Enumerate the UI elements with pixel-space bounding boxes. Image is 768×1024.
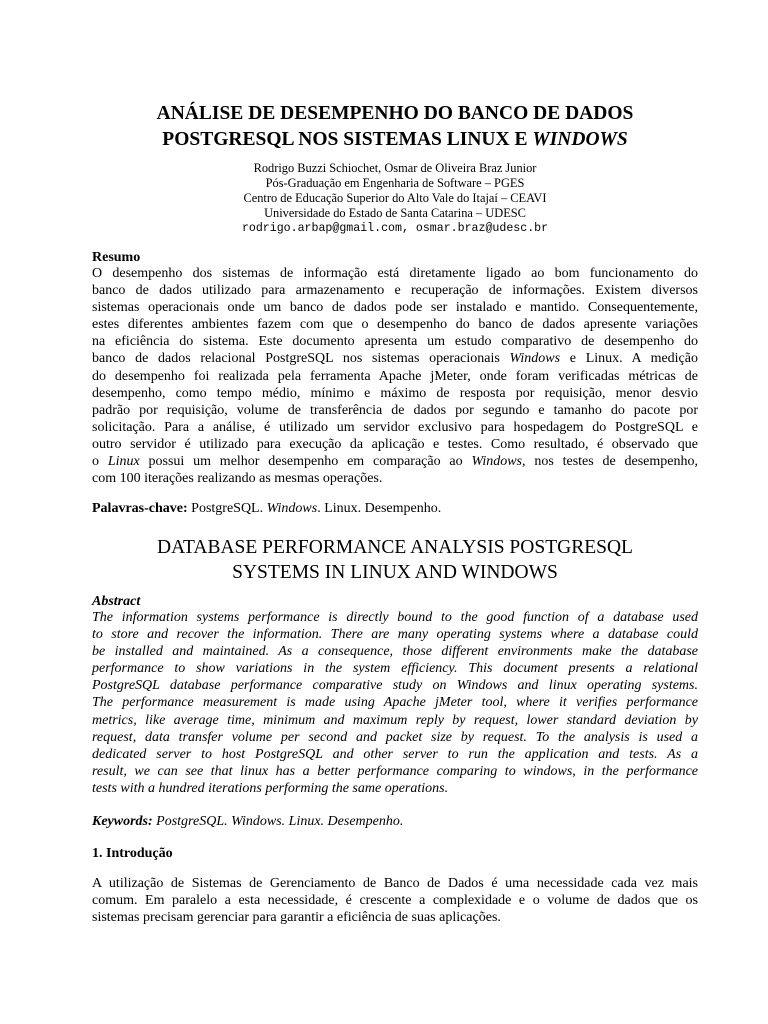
abstract-line: request, data transfer volume per second and packet size by request. To the analysis is used a (92, 729, 698, 745)
abstract-line: metrics, like average time, minimum and maximum reply by request, lower standard deviation by (92, 712, 698, 728)
resumo-line: na eficiência do sistema. Este documento apresenta um estudo comparativo de desempenho do (92, 334, 698, 350)
abstract-line: The performance measurement is made using Apache jMeter tool, where it verifies performance (92, 695, 698, 711)
resumo-line: o Linux possui um melhor desempenho em comparação ao Windows, nos testes de desempenho, (92, 454, 699, 470)
abstract-line: be installed and maintained. As a consequence, those different environments make the database (92, 644, 698, 660)
intro-line: sistemas precisam gerenciar para garantir a eficiência de suas aplicações. (92, 910, 501, 926)
abstract-line: tests with a hundred iterations performing the same operations. (92, 780, 449, 796)
resumo-line: sistemas operacionais onde um banco de dados pode ser instalado e mantido. Consequentemente, (92, 300, 698, 316)
author-block (92, 161, 698, 236)
author-university: Universidade do Estado de Santa Catarina – UDESC (264, 206, 526, 220)
author-emails: rodrigo.arbap@gmail.com, osmar.braz@udesc.br (241, 222, 549, 235)
abstract-heading: Abstract (92, 594, 141, 609)
abstract-line: to store and recover the information. There are many operating systems where a database could (92, 627, 698, 643)
english-title-line-1: DATABASE PERFORMANCE ANALYSIS POSTGRESQL (157, 537, 633, 558)
abstract-line: PostgreSQL database performance comparative study on Windows and linux operating systems. (92, 678, 698, 694)
resumo-line: banco de dados relacional PostgreSQL nos sistemas operacionais Windows e Linux. A medição (92, 351, 698, 367)
author-center: Centro de Educação Superior do Alto Vale do Itajaí – CEAVI (243, 191, 547, 205)
author-program: Pós-Graduação em Engenharia de Software – PGES (265, 176, 525, 190)
resumo-line: padrão por requisição, volume de transferência de dados por segundo e tamanho do pacote por (92, 402, 698, 418)
english-title-line-2: SYSTEMS IN LINUX AND WINDOWS (232, 562, 558, 583)
title-line-1: ANÁLISE DE DESEMPENHO DO BANCO DE DADOS (156, 103, 634, 124)
abstract-line: The information systems performance is directly bound to the good function of a database used (92, 610, 698, 625)
abstract-line: performance to show variations in the system efficiency. This document presents a relational (92, 661, 698, 677)
resumo-line: do desempenho foi realizada pela ferramenta Apache jMeter, onde foram verificadas métricas de (92, 368, 698, 384)
resumo-line: banco de dados utilizado para armazenamento e recuperação de informações. Existem diversos (92, 283, 698, 299)
resumo-line: com 100 iterações realizando as mesmas operações. (92, 471, 383, 487)
intro-line: A utilização de Sistemas de Gerenciamento de Banco de Dados é uma necessidade cada vez mais (92, 876, 698, 891)
resumo-line: outro servidor é utilizado para execução da aplicação e testes. Como resultado, é observado que (92, 436, 698, 452)
abstract-line: dedicated server to host PostgreSQL and other server to run the application and tests. As a (92, 746, 698, 762)
resumo-line: solicitação. Para a análise, é utilizado um servidor exclusivo para hospedagem do PostgreSQL e (92, 419, 698, 435)
keywords: Keywords: PostgreSQL. Windows. Linux. Desempenho. (92, 814, 404, 829)
title-line-2: POSTGRESQL NOS SISTEMAS LINUX E WINDOWS (162, 129, 628, 150)
paper-title (92, 101, 698, 153)
resumo-heading: Resumo (92, 250, 141, 265)
resumo-line: estes diferentes ambientes fazem com que o desempenho do banco de dados apresente variações (92, 317, 698, 333)
introducao-body (92, 875, 698, 926)
intro-line: comum. Em paralelo a esta necessidade, é crescente a complexidade e o volume de dados que os (92, 893, 698, 909)
abstract-body (92, 609, 698, 797)
resumo-body (92, 265, 698, 487)
author-names: Rodrigo Buzzi Schiochet, Osmar de Oliveira Braz Junior (253, 161, 537, 175)
resumo-line: O desempenho dos sistemas de informação está diretamente ligado ao bom funcionamento do (92, 266, 698, 281)
english-title (92, 535, 698, 585)
abstract-line: result, we can see that linux has a better performance comparing to windows, in the performance (92, 763, 698, 779)
resumo-line: desempenho, como tempo médio, mínimo e máximo de resposta por requisição, menor desvio (92, 385, 698, 401)
section-heading-introducao: 1. Introdução (92, 846, 173, 861)
palavras-chave: Palavras-chave: PostgreSQL. Windows. Linux. Desempenho. (92, 501, 442, 516)
